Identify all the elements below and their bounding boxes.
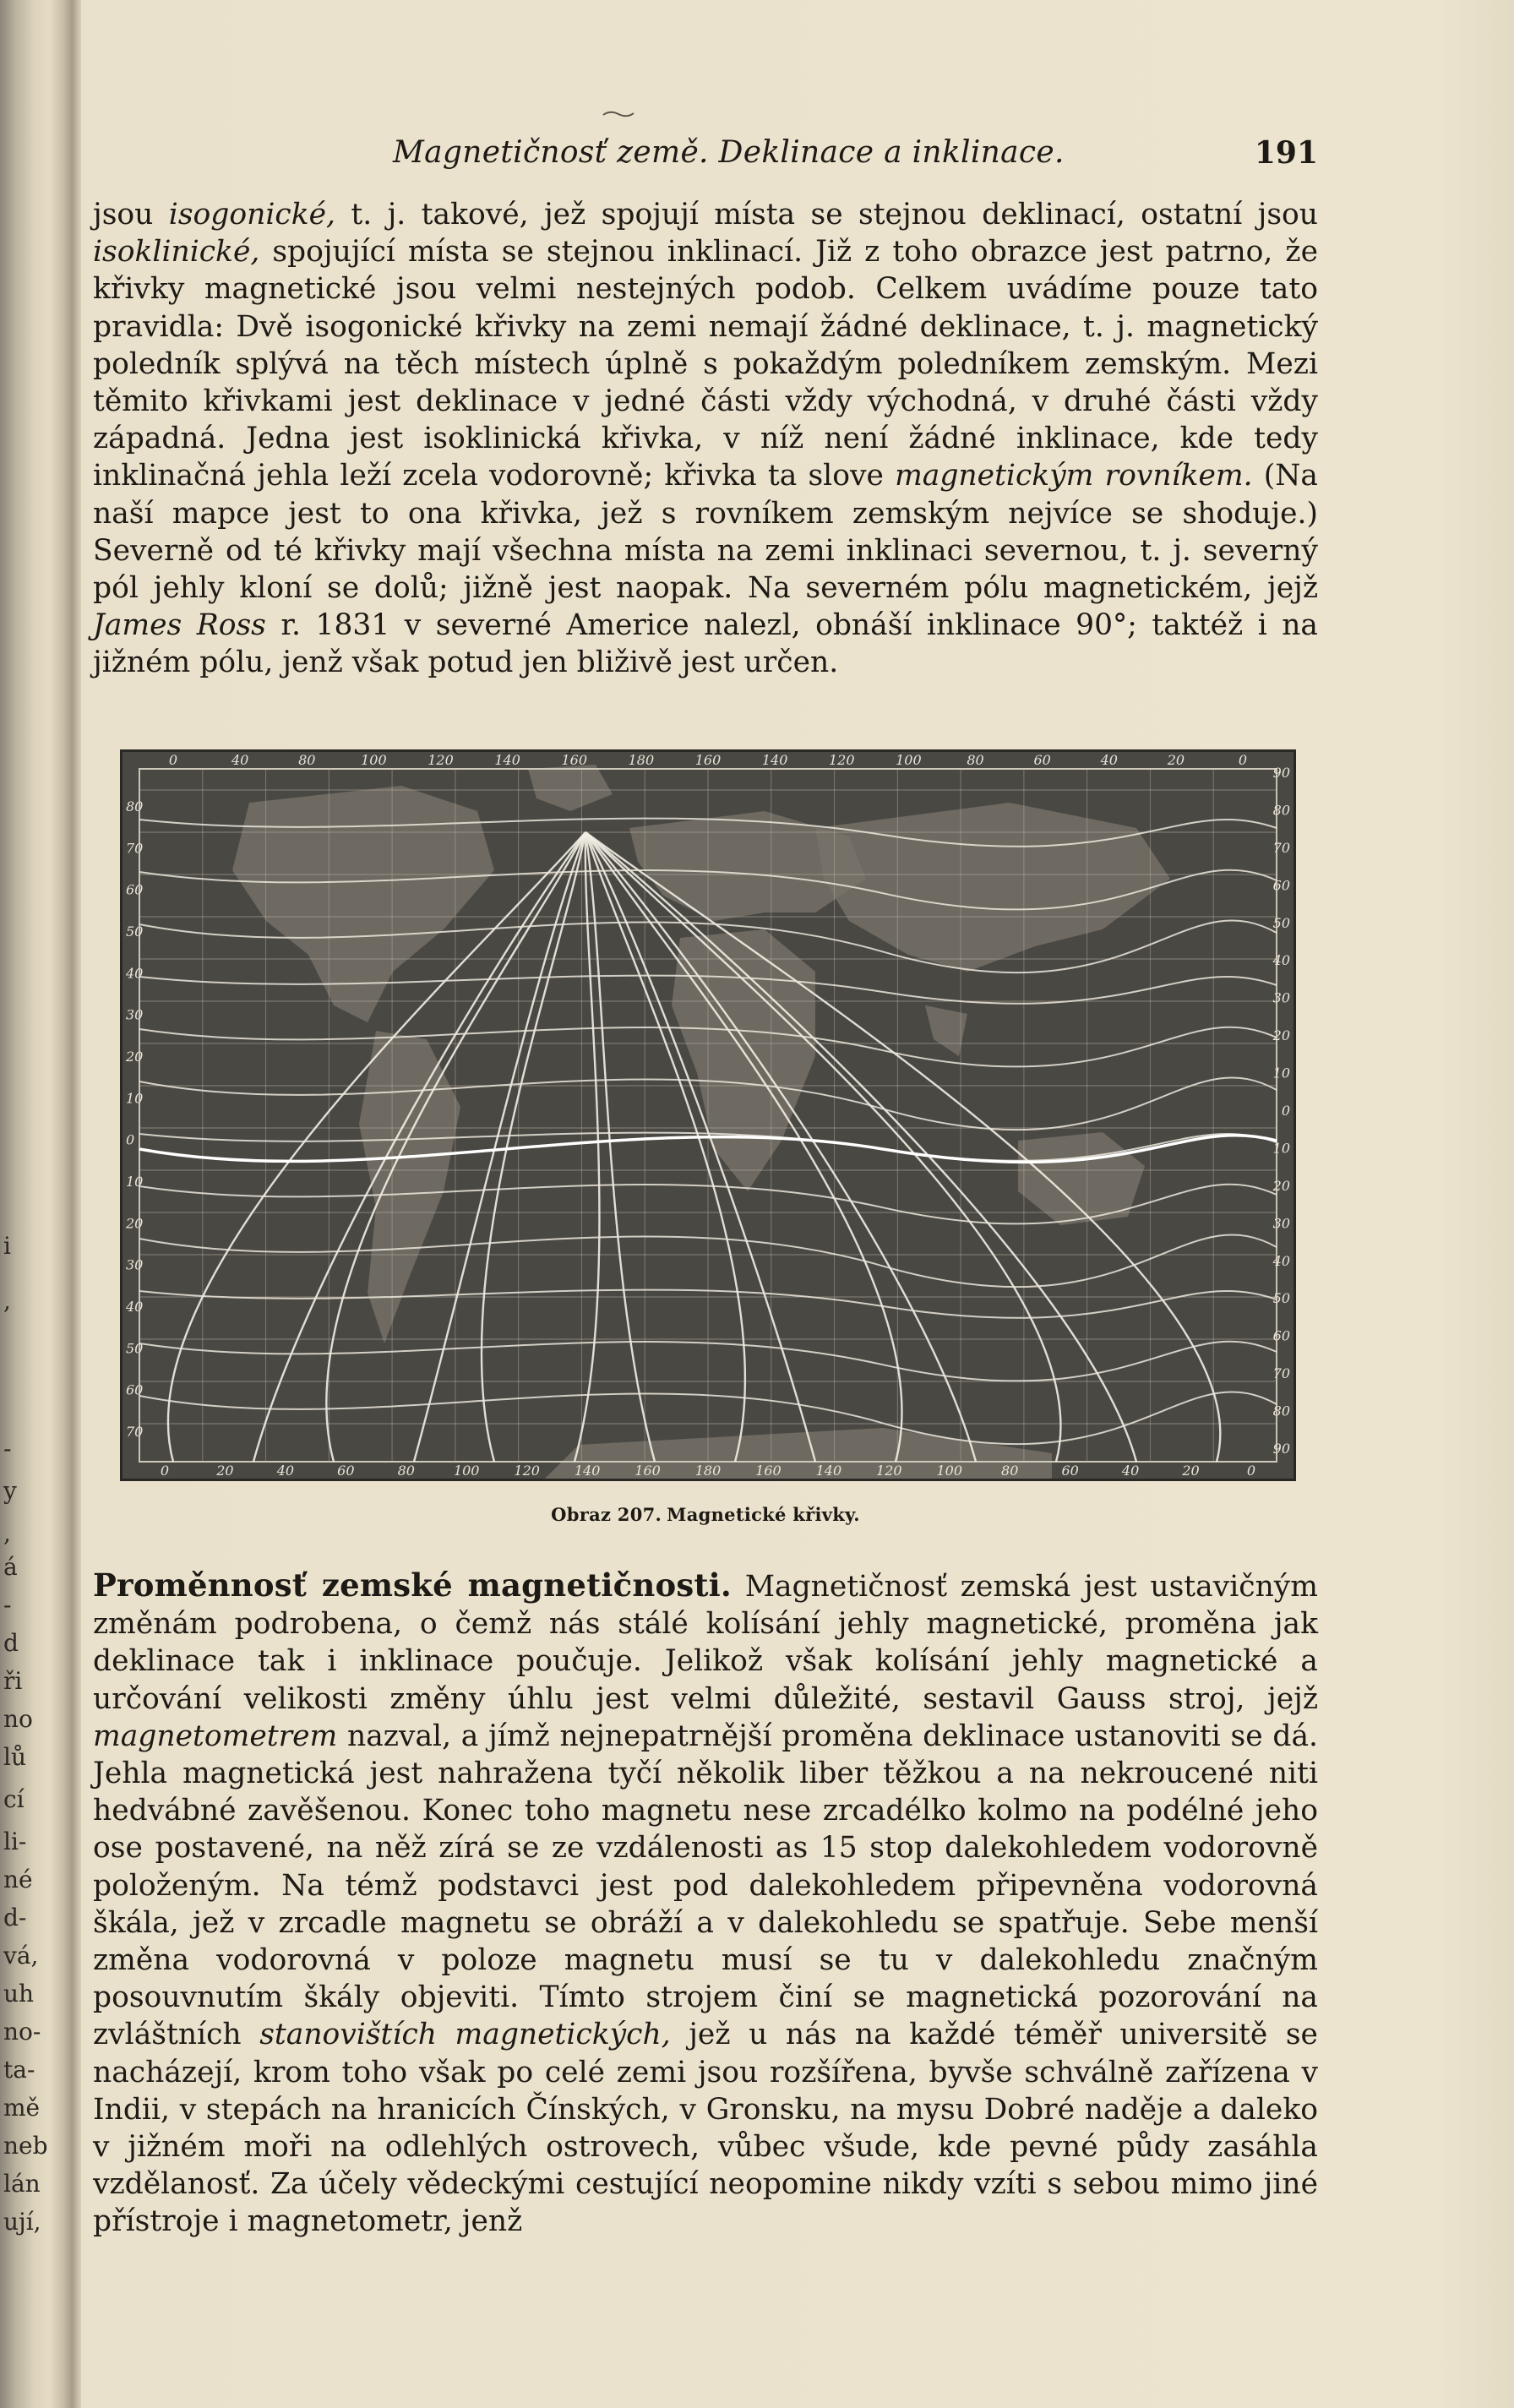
text-run: nazval, a jímž nejnepatrnější proměna deklinace ustanoviti se dá. Jehla magnetická jest nahražena tyčí několik liber těžkou a na nekroucené niti hedvábné zavěšenou. Konec toho magnetu nese zrcadélko kolmo na podélné jeho ose postavené, na něž zírá se ze vzdálenosti as 15 stop dalekohledem vodorovně položeným. Na témž podstavci jest pod dalekohledem připevněna vodorovná škála, jež v zrcadle magnetu se obráží a v dalekohledu se spatřuje. Sebe menší změna vodorovná v poloze magnetu musí se tu v dalekohledu značným posouvnutím škály objeviti. Tímto strojem činí se magnetická pozorování na zvláštních	[93, 1719, 1318, 2052]
figure-caption	[93, 1504, 1318, 1525]
margin-fragment: ,	[3, 1287, 11, 1315]
italic-term: isogonické,	[168, 198, 336, 232]
right-scale-label: 60	[1272, 877, 1290, 894]
left-scale-label: 30	[126, 1256, 144, 1273]
right-scale-label: 20	[1272, 1027, 1290, 1044]
top-scale-label: 160	[694, 752, 722, 768]
margin-fragment: li-	[3, 1828, 27, 1855]
right-scale-label: 50	[1272, 1290, 1290, 1307]
left-scale-label: 70	[126, 840, 144, 857]
caption-title: Magnetické křivky.	[667, 1504, 860, 1525]
margin-fragment: ři	[3, 1667, 23, 1695]
bottom-scale-label: 60	[337, 1463, 355, 1479]
margin-fragment: cí	[3, 1785, 25, 1813]
left-scale-label: 0	[126, 1131, 135, 1148]
margin-fragment: d-	[3, 1904, 27, 1931]
top-scale-label: 120	[828, 752, 855, 768]
margin-fragment: lán	[3, 2170, 41, 2198]
paragraph-2	[93, 1566, 1318, 2241]
left-scale-label: 20	[126, 1215, 144, 1232]
bottom-scale-label: 120	[876, 1463, 902, 1479]
italic-term: stanovištích magnetických,	[259, 2018, 671, 2052]
italic-term: isoklinické,	[93, 235, 260, 270]
bottom-scale-label: 20	[216, 1463, 234, 1479]
right-scale-label: 80	[1272, 802, 1290, 819]
text-run: (Na naší mapce jest to ona křivka, jež s rovníkem zemským nejvíce se shoduje.) Severně od té křivky mají všechna místa na zemi inklinaci severnou, t. j. severný pól jehly kloní se dolů; jižně jest naopak. Na severném pólu magnetickém, jejž	[93, 459, 1318, 606]
text-run: jež u nás na každé téměř universitě se nacházejí, krom toho však po celé zemi jsou rozšířena, byvše schválně zařízena v Indii, v stepách na hranicích Čínských, v Gronsku, na mysu Dobré naděje a daleko v jižném moři na odlehlých ostrovech, vůbec všude, kde pevné půdy zasáhla vzdělanosť. Za účely vědeckými cestující neopomine nikdy vzíti s sebou mimo jiné přístroje i magnetometr, jenž	[93, 2018, 1318, 2239]
right-scale-label: 20	[1272, 1177, 1290, 1194]
top-scale-label: 60	[1033, 752, 1051, 768]
text-run: Magnetičnosť zemská jest ustavičným změnám podrobena, o čemž nás stálé kolísání jehly magnetické, proměna jak deklinace tak i inklinace poučuje. Jelikož však kolísání jehly magnetické a určování velikosti změny úhlu jest velmi důležité, sestavil Gauss stroj, jejž	[93, 1570, 1318, 1716]
right-scale-label: 60	[1272, 1327, 1290, 1344]
bottom-scale-label: 40	[1121, 1463, 1140, 1479]
italic-term: magnetometrem	[93, 1719, 338, 1753]
text-run: spojující místa se stejnou inklinací. Již z toho obrazce jest patrno, že křivky magnetické jsou velmi nestejných podob. Celkem uvádíme pouze tato pravidla: Dvě isogonické křivky na zemi nemají žádné deklinace, t. j. magnetický poledník splývá na těch místech úplně s pokaždým poledníkem zemským. Mezi těmito křivkami jest deklinace v jedné části vždy východná, v druhé části vždy západná. Jedna jest isoklinická křivka, v níž není žádné inklinace, kde tedy inklinačná jehla leží zcela vodorovně; křivka ta slove	[93, 235, 1318, 493]
top-scale-label: 40	[231, 752, 249, 768]
right-scale-label: 50	[1272, 914, 1290, 931]
right-scale-label: 70	[1272, 1365, 1290, 1382]
bottom-scale-label: 20	[1182, 1463, 1200, 1479]
margin-fragment: no-	[3, 2018, 41, 2046]
top-scale-label: 180	[628, 752, 655, 768]
margin-fragment: né	[3, 1866, 33, 1893]
right-scale-label: 30	[1272, 1215, 1290, 1232]
italic-term: James Ross	[93, 608, 266, 643]
right-scale-label: 10	[1272, 1140, 1290, 1157]
margin-fragment: y	[3, 1477, 17, 1505]
bottom-scale-label: 80	[397, 1463, 415, 1479]
top-scale-label: 20	[1167, 752, 1185, 768]
bottom-scale-label: 180	[694, 1463, 722, 1479]
left-scale-label: 30	[126, 1006, 144, 1023]
top-scale-label: 140	[761, 752, 788, 768]
right-scale-label: 90	[1272, 1441, 1290, 1457]
caption-prefix: Obraz 207.	[551, 1504, 662, 1525]
margin-fragment: ují,	[3, 2208, 41, 2236]
top-scale-label: 140	[494, 752, 520, 768]
left-scale-label: 10	[126, 1174, 144, 1190]
margin-fragment: no	[3, 1705, 33, 1733]
margin-fragment: d	[3, 1629, 19, 1657]
bottom-scale-label: 100	[936, 1463, 963, 1479]
right-scale-label: 40	[1272, 952, 1290, 969]
running-head: Magnetičnosť země. Deklinace a inklinace.	[393, 135, 1065, 170]
right-scale-label: 10	[1272, 1065, 1290, 1081]
margin-fragment: mě	[3, 2094, 41, 2122]
left-scale-label: 80	[126, 798, 144, 814]
text-run: t. j. takové, jež spojují místa se stejnou deklinací, ostatní jsou	[335, 198, 1319, 232]
header-ornament	[602, 110, 635, 118]
previous-page-edge	[0, 0, 68, 2408]
left-scale-label: 40	[126, 1299, 144, 1315]
left-scale-label: 50	[126, 923, 144, 940]
top-scale-label: 100	[896, 752, 922, 768]
left-scale-label: 60	[126, 1381, 144, 1398]
top-scale-label: 0	[1238, 752, 1248, 768]
text-run: r. 1831 v severné Americe nalezl, obnáší inklinace 90°; taktéž i na jižném pólu, jenž však potud jen bliživě jest určen.	[93, 608, 1318, 680]
top-scale-label: 160	[561, 752, 588, 768]
bottom-scale-label: 0	[160, 1463, 170, 1479]
section-heading: Proměnnosť zemské magnetičnosti.	[93, 1566, 732, 1604]
bottom-scale-label: 120	[514, 1463, 540, 1479]
figure-magnetic-map	[120, 749, 1296, 1481]
top-scale-label: 120	[428, 752, 454, 768]
left-scale-label: 50	[126, 1340, 144, 1357]
margin-fragment: i	[3, 1232, 11, 1260]
margin-fragment: á	[3, 1553, 18, 1581]
left-scale-label: 20	[126, 1049, 144, 1065]
bottom-scale-label: 140	[574, 1463, 601, 1479]
paragraph-variability	[93, 1566, 1318, 2241]
right-scale-label: 90	[1272, 765, 1290, 781]
right-scale-label: 30	[1272, 989, 1290, 1006]
left-scale-label: 40	[126, 965, 144, 982]
right-scale-label: 80	[1272, 1403, 1290, 1419]
text-run: jsou	[93, 198, 169, 232]
bottom-scale-label: 160	[634, 1463, 661, 1479]
margin-fragment: lů	[3, 1743, 26, 1771]
margin-fragment: -	[3, 1435, 12, 1463]
right-scale-label: 0	[1281, 1103, 1290, 1119]
bottom-scale-label: 80	[1001, 1463, 1019, 1479]
magnetic-map-svg	[123, 752, 1293, 1479]
bottom-scale-label: 0	[1246, 1463, 1256, 1479]
page-number: 191	[1254, 135, 1318, 171]
bottom-scale-label: 40	[276, 1463, 295, 1479]
bottom-scale-label: 140	[815, 1463, 842, 1479]
top-scale-label: 100	[361, 752, 387, 768]
top-scale-label: 40	[1100, 752, 1118, 768]
right-scale-label: 40	[1272, 1252, 1290, 1269]
margin-fragment: ,	[3, 1519, 11, 1547]
bottom-scale-label: 100	[453, 1463, 480, 1479]
margin-fragment: uh	[3, 1980, 35, 2008]
top-scale-label: 80	[298, 752, 316, 768]
left-scale-label: 10	[126, 1090, 144, 1107]
margin-fragment: -	[3, 1591, 12, 1619]
left-scale-label: 60	[126, 881, 144, 898]
margin-fragment: neb	[3, 2132, 48, 2160]
bottom-scale-label: 60	[1061, 1463, 1079, 1479]
page-header	[93, 135, 1318, 177]
top-scale-label: 0	[168, 752, 178, 768]
right-scale-label: 70	[1272, 839, 1290, 856]
margin-fragment: ta-	[3, 2056, 35, 2084]
top-scale-label: 80	[967, 752, 984, 768]
italic-term: magnetickým rovníkem.	[895, 459, 1253, 493]
paragraph-1	[93, 196, 1318, 682]
left-scale-label: 70	[126, 1424, 144, 1440]
margin-fragment: vá,	[3, 1942, 39, 1969]
bottom-scale-label: 160	[755, 1463, 782, 1479]
paragraph-isoklinic	[93, 196, 1318, 682]
